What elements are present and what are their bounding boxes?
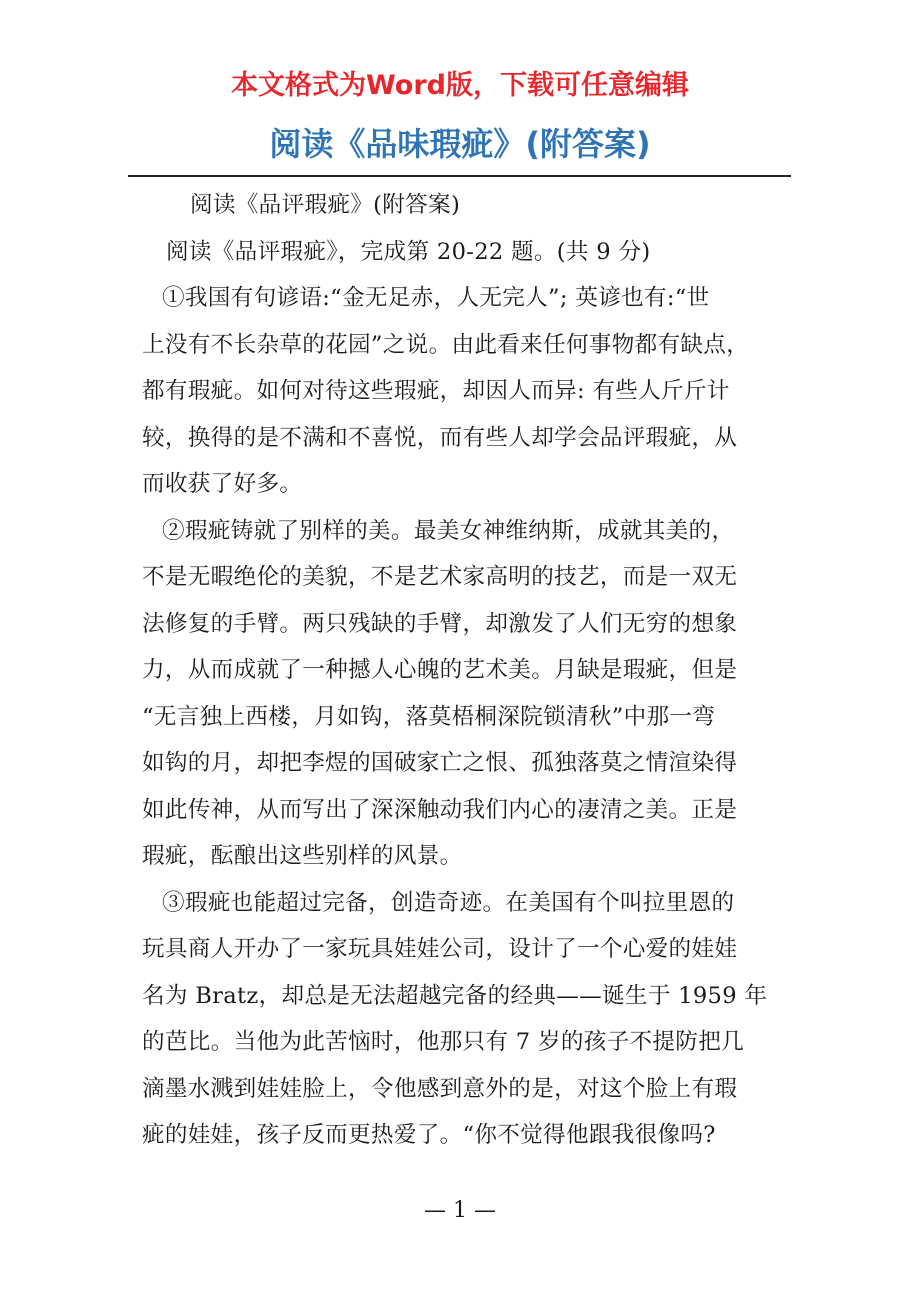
paragraph-2-line: 如此传神，从而写出了深深触动我们内心的凄清之美。正是 xyxy=(142,796,738,823)
paragraph-2-line: 法修复的手臂。两只残缺的手臂，却激发了人们无穷的想象 xyxy=(142,610,738,637)
paragraph-3-line: 的芭比。当他为此苦恼时，他那只有 7 岁的孩子不提防把几 xyxy=(142,1029,744,1055)
paragraph-3-line: ③瑕疵也能超过完备，创造奇迹。在美国有个叫拉里恩的 xyxy=(162,889,735,916)
format-banner: 本文格式为Word版，下载可任意编辑 xyxy=(230,70,689,101)
paragraph-2-line: “无言独上西楼，月如钩，落莫梧桐深院锁清秋”中那一弯 xyxy=(142,703,716,730)
subtitle-line: 阅读《品评瑕疵》(附答案) xyxy=(190,192,461,218)
paragraph-3-line: 滴墨水溅到娃娃脸上，令他感到意外的是，对这个脸上有瑕 xyxy=(142,1075,738,1102)
paragraph-3-line: 玩具商人开办了一家玩具娃娃公司，设计了一个心爱的娃娃 xyxy=(142,936,738,962)
paragraph-3-line: 名为 Bratz，却总是无法超越完备的经典——诞生于 1959 年 xyxy=(142,982,768,1009)
paragraph-1-line: 都有瑕疵。如何对待这些瑕疵，却因人而异: 有些人斤斤计 xyxy=(142,378,730,404)
paragraph-1-line: ①我国有句谚语:“金无足赤，人无完人”; 英谚也有:“世 xyxy=(162,285,710,311)
paragraph-1-line: 上没有不长杂草的花园”之说。由此看来任何事物都有缺点， xyxy=(142,331,750,358)
paragraph-1-line: 较，换得的是不满和不喜悦，而有些人却学会品评瑕疵，从 xyxy=(142,424,738,451)
paragraph-2-line: 瑕疵，酝酿出这些别样的风景。 xyxy=(142,843,463,869)
header-rule xyxy=(128,175,791,177)
paragraph-1-line: 而收获了好多。 xyxy=(142,471,303,497)
paragraph-2-line: 不是无暇绝伦的美貌，不是艺术家高明的技艺，而是一双无 xyxy=(142,564,738,590)
paragraph-2-line: 力，从而成就了一种撼人心魄的艺术美。月缺是瑕疵，但是 xyxy=(142,657,738,683)
paragraph-2-line: 如钩的月，却把李煜的国破家亡之恨、孤独落莫之情渲染得 xyxy=(142,750,738,776)
article-body xyxy=(142,182,782,1159)
instruction-line: 阅读《品评瑕疵》，完成第 20-22 题。(共 9 分) xyxy=(166,238,651,265)
document-title: 阅读《品味瑕疵》(附答案) xyxy=(269,125,651,163)
page-number: — 1 — xyxy=(424,1198,496,1223)
paragraph-3-line: 疵的娃娃，孩子反而更热爱了。“你不觉得他跟我很像吗? xyxy=(142,1122,716,1148)
paragraph-2-line: ②瑕疵铸就了别样的美。最美女神维纳斯，成就其美的， xyxy=(162,517,735,544)
